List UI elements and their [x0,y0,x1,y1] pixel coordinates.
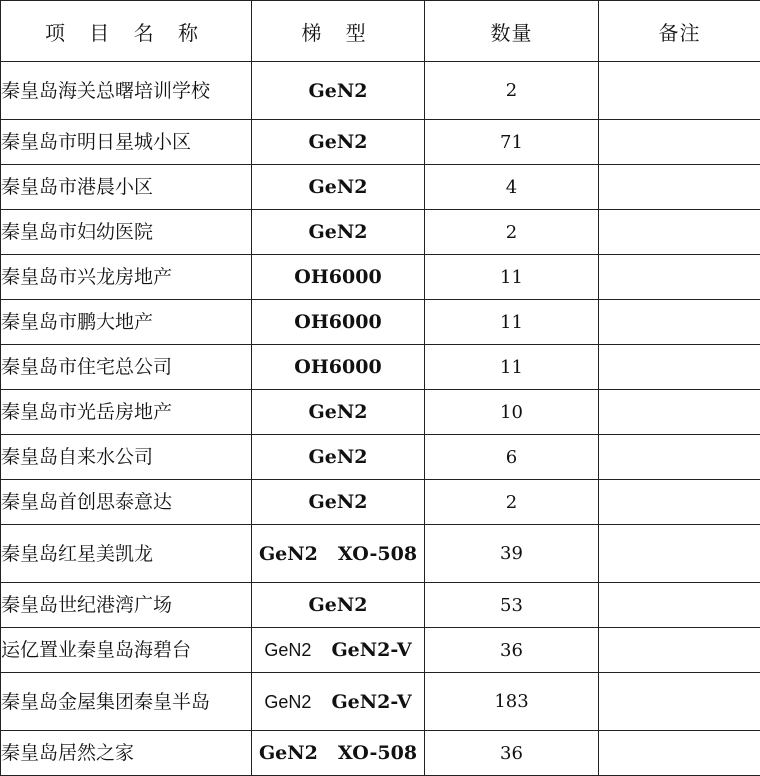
model-label: GeN2 [309,80,368,102]
project-name-cell: 秦皇岛市港晨小区 [1,165,252,210]
project-name-cell: 运亿置业秦皇岛海碧台 [1,628,252,673]
model-label: GeN2 [259,543,318,565]
header-row [1,1,760,62]
remark-cell [599,120,760,165]
header-remark: 备注 [599,1,760,62]
remark-cell [599,62,760,120]
quantity-cell: 183 [425,673,599,731]
quantity-cell: 4 [425,165,599,210]
table-row [1,62,760,120]
model-cell [252,435,425,480]
quantity-cell: 36 [425,628,599,673]
table-row [1,525,760,583]
remark-cell [599,673,760,731]
table-row [1,583,760,628]
table-row [1,165,760,210]
project-name-cell: 秦皇岛红星美凯龙 [1,525,252,583]
table-row [1,731,760,776]
quantity-cell: 71 [425,120,599,165]
table-row [1,390,760,435]
quantity-cell: 53 [425,583,599,628]
table-row [1,480,760,525]
model-label: OH6000 [294,356,381,378]
model-label: GeN2 [309,401,368,423]
model-label: OH6000 [294,266,381,288]
project-name-cell: 秦皇岛市住宅总公司 [1,345,252,390]
header-quantity: 数量 [425,1,599,62]
remark-cell [599,255,760,300]
model-label: GeN2 [309,491,368,513]
remark-cell [599,345,760,390]
table-row [1,435,760,480]
remark-cell [599,390,760,435]
quantity-cell: 11 [425,345,599,390]
quantity-cell: 2 [425,62,599,120]
project-name-cell: 秦皇岛自来水公司 [1,435,252,480]
model-label: GeN2 [259,742,318,764]
model-cell [252,345,425,390]
model-label: GeN2 [309,446,368,468]
model-cell [252,673,425,731]
model-label: GeN2-V [331,639,411,661]
model-cell [252,62,425,120]
model-cell [252,480,425,525]
model-label: GeN2 [264,692,311,712]
table-row [1,628,760,673]
project-name-cell: 秦皇岛居然之家 [1,731,252,776]
remark-cell [599,583,760,628]
table-row [1,210,760,255]
quantity-cell: 6 [425,435,599,480]
project-name-cell: 秦皇岛世纪港湾广场 [1,583,252,628]
project-name-cell: 秦皇岛金屋集团秦皇半岛 [1,673,252,731]
quantity-cell: 2 [425,480,599,525]
model-label: GeN2 [309,131,368,153]
model-cell [252,390,425,435]
remark-cell [599,210,760,255]
model-label: OH6000 [294,311,381,333]
model-cell [252,583,425,628]
model-cell [252,165,425,210]
model-label: GeN2-V [331,691,411,713]
table-row [1,345,760,390]
remark-cell [599,300,760,345]
model-label: XO-508 [338,543,417,565]
table-row [1,673,760,731]
table-body [1,62,760,776]
quantity-cell: 39 [425,525,599,583]
table-row [1,255,760,300]
model-label: GeN2 [309,594,368,616]
remark-cell [599,165,760,210]
header-model: 梯 型 [252,1,425,62]
table-row [1,300,760,345]
header-project: 项 目 名 称 [1,1,252,62]
model-label: GeN2 [264,640,311,660]
quantity-cell: 36 [425,731,599,776]
model-cell [252,120,425,165]
model-cell [252,255,425,300]
quantity-cell: 11 [425,300,599,345]
model-label: GeN2 [309,176,368,198]
project-name-cell: 秦皇岛首创思泰意达 [1,480,252,525]
model-cell [252,300,425,345]
remark-cell [599,435,760,480]
project-name-cell: 秦皇岛市鹏大地产 [1,300,252,345]
project-name-cell: 秦皇岛海关总曙培训学校 [1,62,252,120]
model-cell [252,628,425,673]
remark-cell [599,480,760,525]
quantity-cell: 2 [425,210,599,255]
model-label: XO-508 [338,742,417,764]
remark-cell [599,731,760,776]
model-cell [252,731,425,776]
remark-cell [599,525,760,583]
project-name-cell: 秦皇岛市妇幼医院 [1,210,252,255]
remark-cell [599,628,760,673]
quantity-cell: 11 [425,255,599,300]
quantity-cell: 10 [425,390,599,435]
project-name-cell: 秦皇岛市光岳房地产 [1,390,252,435]
project-name-cell: 秦皇岛市兴龙房地产 [1,255,252,300]
model-cell [252,525,425,583]
model-label: GeN2 [309,221,368,243]
project-name-cell: 秦皇岛市明日星城小区 [1,120,252,165]
table-row [1,120,760,165]
model-cell [252,210,425,255]
